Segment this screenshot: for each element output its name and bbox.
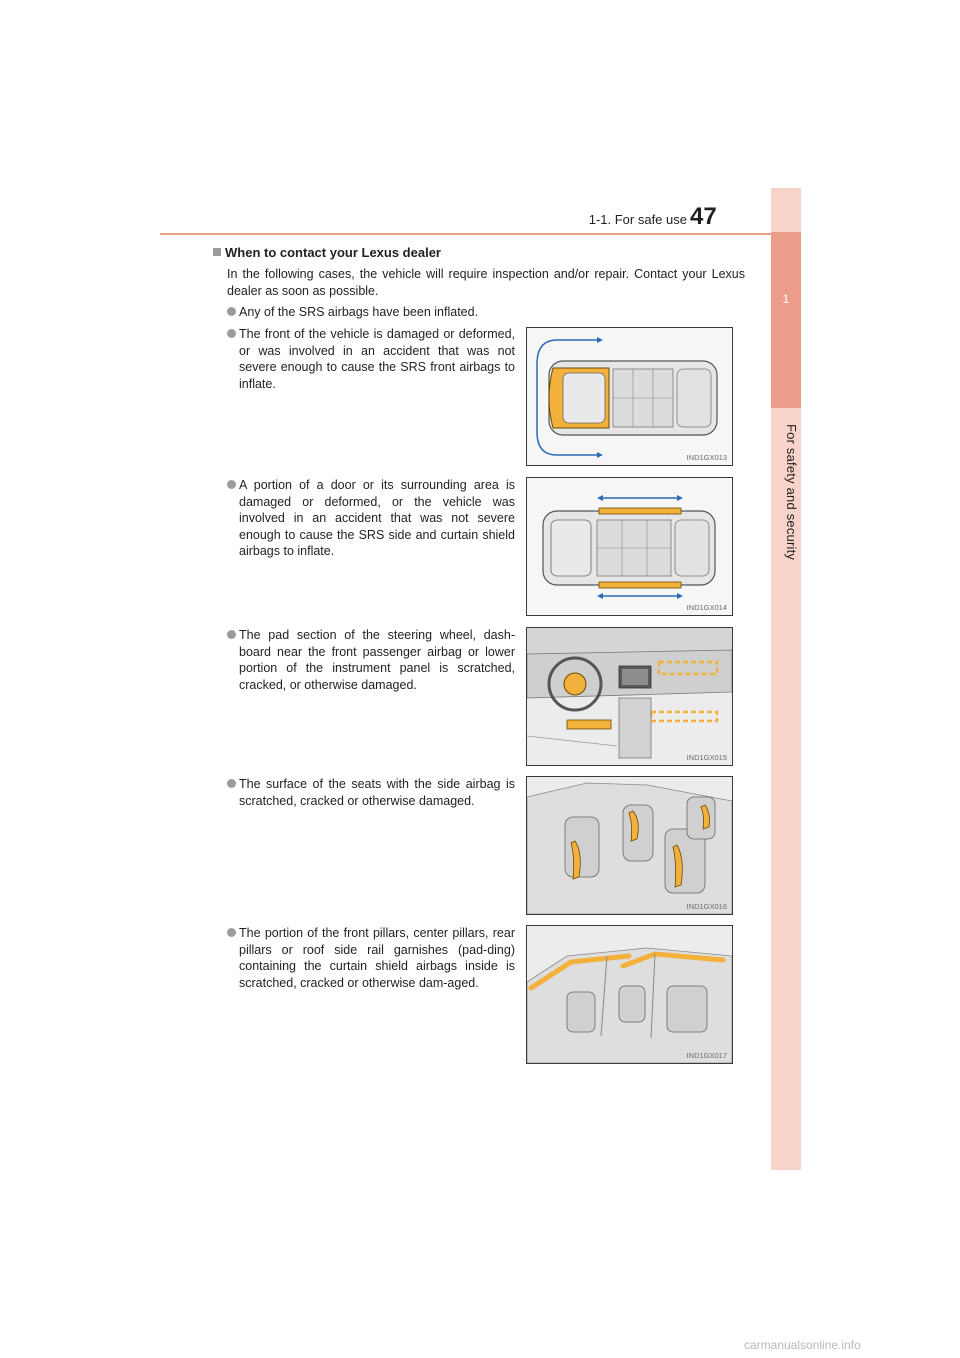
bullet-text: The front of the vehicle is damaged or deformed, or was involved in an accident that was not severe enough to cause the SRS front airbags to inflate. <box>239 327 515 391</box>
figure-code: IND1GX014 <box>686 603 727 612</box>
chapter-tab[interactable] <box>771 232 801 408</box>
dashboard-airbag-illustration <box>527 628 732 765</box>
chapter-title: For safety and security <box>784 424 799 561</box>
figure-front-damage <box>526 327 733 466</box>
bullet-text: Any of the SRS airbags have been inflated. <box>239 305 479 319</box>
figure-code: IND1GX015 <box>686 753 727 762</box>
vehicle-front-zone-illustration <box>527 328 732 465</box>
bullet-text: The surface of the seats with the side airbag is scratched, cracked or otherwise damaged. <box>239 777 515 808</box>
curtain-pillar-illustration <box>527 926 732 1063</box>
figure-pillars-damage <box>526 925 733 1064</box>
header-section-title: 1-1. For safe use <box>588 212 687 227</box>
watermark-text: carmanualsonline.info <box>744 1338 861 1352</box>
bullet-item <box>227 477 515 560</box>
bullet-item <box>227 326 515 392</box>
heading-square-icon <box>213 248 221 256</box>
figure-code: IND1GX017 <box>686 1051 727 1060</box>
seat-side-airbag-illustration <box>527 777 732 914</box>
bullet-item <box>227 304 747 321</box>
section-heading <box>213 245 441 260</box>
figure-dashboard-damage <box>526 627 733 766</box>
bullet-item <box>227 776 515 809</box>
bullet-dot-icon <box>227 630 236 639</box>
bullet-dot-icon <box>227 928 236 937</box>
bullet-dot-icon <box>227 307 236 316</box>
figure-seats-damage <box>526 776 733 915</box>
page-number: 47 <box>690 203 717 230</box>
figure-code: IND1GX013 <box>686 453 727 462</box>
bullet-item <box>227 627 515 693</box>
section-heading-text: When to contact your Lexus dealer <box>225 245 441 260</box>
bullet-item <box>227 925 515 991</box>
bullet-text: The pad section of the steering wheel, dash-board near the front passenger airbag or lower portion of the instrument panel is scratched, cracked, or otherwise damaged. <box>239 628 515 692</box>
figure-side-damage <box>526 477 733 616</box>
intro-paragraph: In the following cases, the vehicle will require inspection and/or repair. Contact your Lexus dealer as soon as possible. <box>227 267 745 298</box>
bullet-text: A portion of a door or its surrounding area is damaged or deformed, or the vehicle was involved in an accident that was not severe enough to cause the SRS side and curtain shield airbags to inflate. <box>239 478 515 558</box>
chapter-number: 1 <box>782 292 790 306</box>
figure-code: IND1GX016 <box>686 902 727 911</box>
bullet-dot-icon <box>227 480 236 489</box>
vehicle-side-zone-illustration <box>527 478 732 615</box>
header-divider <box>160 233 801 235</box>
bullet-dot-icon <box>227 779 236 788</box>
chapter-sidebar <box>771 188 801 1170</box>
bullet-dot-icon <box>227 329 236 338</box>
bullet-text: The portion of the front pillars, center pillars, rear pillars or roof side rail garnishes (pad-ding) containing the curtain shield airbags inside is scratched, cracked or otherwise dam-aged. <box>239 926 515 990</box>
